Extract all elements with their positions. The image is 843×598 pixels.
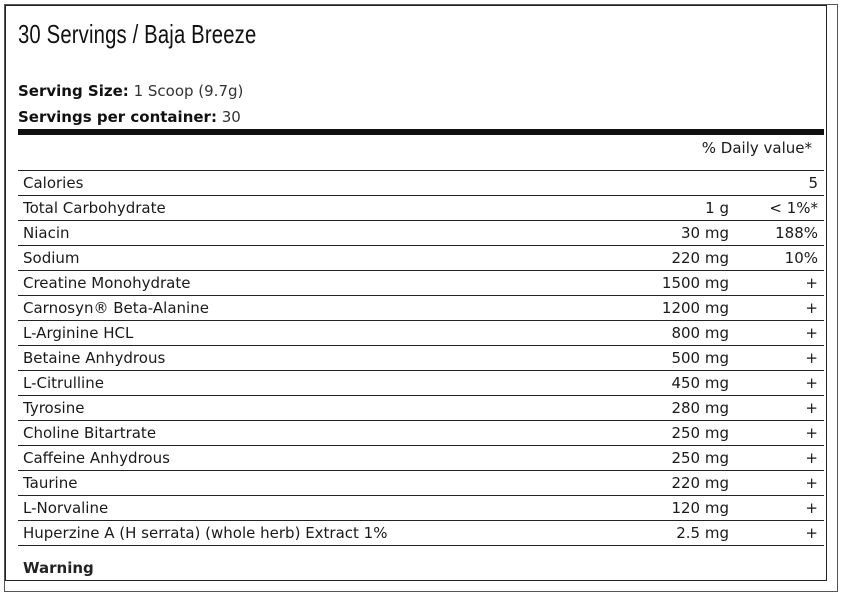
nutrient-row	[18, 496, 824, 521]
nutrient-row	[18, 171, 824, 196]
nutrient-name: Carnosyn® Beta-Alanine	[23, 299, 209, 317]
nutrient-name: Niacin	[23, 224, 70, 242]
nutrient-name: L-Arginine HCL	[23, 324, 134, 342]
serving-size-line	[18, 82, 243, 100]
supplement-facts-panel	[5, 5, 827, 581]
nutrient-row	[18, 346, 824, 371]
nutrient-daily-value: +	[805, 449, 818, 467]
nutrient-name: Calories	[23, 174, 84, 192]
nutrient-daily-value: +	[805, 374, 818, 392]
nutrient-amount: 220 mg	[671, 474, 729, 492]
nutrient-name: Tyrosine	[23, 399, 85, 417]
warning-toggle[interactable]: Warning	[23, 559, 94, 577]
nutrient-amount: 1500 mg	[661, 274, 729, 292]
nutrient-name: Choline Bitartrate	[23, 424, 157, 442]
nutrient-daily-value: +	[805, 524, 818, 542]
nutrient-row	[18, 271, 824, 296]
nutrient-name: Taurine	[23, 474, 78, 492]
nutrient-amount: 800 mg	[671, 324, 729, 342]
servings-per-container-line	[18, 108, 241, 126]
nutrient-row	[18, 446, 824, 471]
nutrient-daily-value: 5	[808, 174, 818, 192]
label-title: 30 Servings / Baja Breeze	[18, 19, 257, 49]
nutrient-amount: 500 mg	[671, 349, 729, 367]
thick-divider	[18, 129, 824, 135]
nutrient-amount: 30 mg	[681, 224, 729, 242]
nutrient-amount: 1200 mg	[661, 299, 729, 317]
nutrient-daily-value: +	[805, 399, 818, 417]
nutrient-daily-value: +	[805, 424, 818, 442]
nutrient-name: Creatine Monohydrate	[23, 274, 191, 292]
nutrient-amount: 250 mg	[671, 424, 729, 442]
servings-per-container-label: Servings per container:	[18, 108, 217, 126]
nutrient-name: Total Carbohydrate	[23, 199, 166, 217]
nutrient-row	[18, 321, 824, 346]
nutrient-amount: 220 mg	[671, 249, 729, 267]
nutrient-amount: 280 mg	[671, 399, 729, 417]
nutrient-amount: 1 g	[705, 199, 729, 217]
nutrient-row	[18, 396, 824, 421]
nutrient-daily-value: +	[805, 499, 818, 517]
nutrient-name: Betaine Anhydrous	[23, 349, 166, 367]
daily-value-header: % Daily value*	[701, 139, 812, 157]
nutrient-row	[18, 471, 824, 496]
nutrient-amount: 2.5 mg	[676, 524, 729, 542]
nutrient-name: Huperzine A (H serrata) (whole herb) Extract 1%	[23, 524, 388, 542]
nutrient-daily-value: < 1%*	[769, 199, 818, 217]
nutrient-row	[18, 296, 824, 321]
nutrient-name: Caffeine Anhydrous	[23, 449, 170, 467]
servings-per-container-value: 30	[221, 108, 241, 126]
nutrient-amount: 250 mg	[671, 449, 729, 467]
nutrient-row	[18, 521, 824, 546]
nutrient-daily-value: 10%	[784, 249, 818, 267]
nutrient-daily-value: +	[805, 274, 818, 292]
nutrient-table	[18, 170, 824, 546]
nutrient-row	[18, 196, 824, 221]
nutrient-amount: 450 mg	[671, 374, 729, 392]
nutrient-name: Sodium	[23, 249, 80, 267]
serving-size-label: Serving Size:	[18, 82, 129, 100]
nutrient-daily-value: 188%	[775, 224, 818, 242]
nutrient-name: L-Norvaline	[23, 499, 109, 517]
nutrient-daily-value: +	[805, 349, 818, 367]
nutrient-amount: 120 mg	[671, 499, 729, 517]
nutrient-row	[18, 421, 824, 446]
nutrient-daily-value: +	[805, 299, 818, 317]
nutrient-row	[18, 221, 824, 246]
nutrient-daily-value: +	[805, 324, 818, 342]
nutrient-name: L-Citrulline	[23, 374, 104, 392]
serving-size-value: 1 Scoop (9.7g)	[133, 82, 244, 100]
nutrient-row	[18, 371, 824, 396]
nutrient-daily-value: +	[805, 474, 818, 492]
nutrient-row	[18, 246, 824, 271]
